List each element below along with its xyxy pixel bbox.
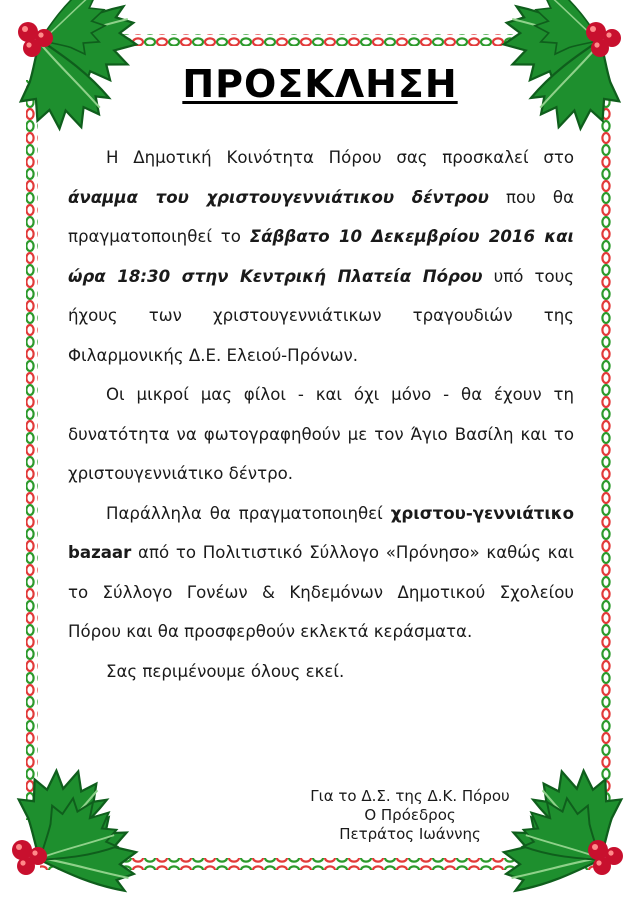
para1-text-2: που θα πραγματοποιηθεί το bbox=[68, 187, 575, 246]
para1-text-1: Η Δημοτική Κοινότητα Πόρου σας προσκαλεί στο bbox=[106, 148, 574, 167]
signature-block bbox=[260, 787, 560, 844]
invitation-body bbox=[68, 138, 574, 691]
para1-emphasis-datetime: Σάββατο 10 Δεκεμβρίου 2016 και ώρα 18:30 στην Κεντρική Πλατεία Πόρου bbox=[68, 227, 574, 286]
signature-line-2: Ο Πρόεδρος bbox=[364, 806, 456, 824]
paragraph-bazaar bbox=[68, 494, 574, 652]
holly-bottom-left bbox=[3, 757, 142, 905]
border-right bbox=[600, 80, 612, 820]
paragraph-event bbox=[68, 138, 574, 375]
para1-text-3: υπό τους ήχους των χριστουγεννιάτικων τραγουδιών της Φιλαρμονικής Δ.Ε. Ελειού-Πρόνων. bbox=[68, 266, 574, 365]
title-text: ΠΡΟΣΚΛΗΣΗ bbox=[182, 62, 458, 106]
paragraph-santa: Οι μικροί μας φίλοι - και όχι μόνο - θα έχουν τη δυνατότητα να φωτογραφηθούν με τον Άγιο Βασίλη και το χριστουγεννιάτικο δέντρο. bbox=[68, 385, 574, 483]
para1-emphasis-event: άναμμα του χριστουγεννιάτικου δέντρου bbox=[68, 187, 489, 207]
para3-text-1: Παράλληλα θα πραγματοποιηθεί bbox=[106, 503, 391, 523]
border-left bbox=[26, 80, 38, 820]
para3-text-2: από το Πολιτιστικό Σύλλογο «Πρόνησο» καθώς και το Σύλλογο Γονέων & Κηδεμόνων Δημοτικού Σχολείου Πόρου και θα προσφερθούν εκλεκτά κεράσματα. bbox=[68, 543, 574, 641]
signature-line-3: Πετράτος Ιωάννης bbox=[339, 825, 481, 843]
para3-emphasis-bazaar: χριστου-γεννιάτικο bazaar bbox=[68, 503, 574, 562]
paragraph-closing: Σας περιμένουμε όλους εκεί. bbox=[106, 661, 345, 681]
page-title bbox=[0, 62, 640, 106]
signature-line-1: Για το Δ.Σ. της Δ.Κ. Πόρου bbox=[310, 787, 510, 805]
